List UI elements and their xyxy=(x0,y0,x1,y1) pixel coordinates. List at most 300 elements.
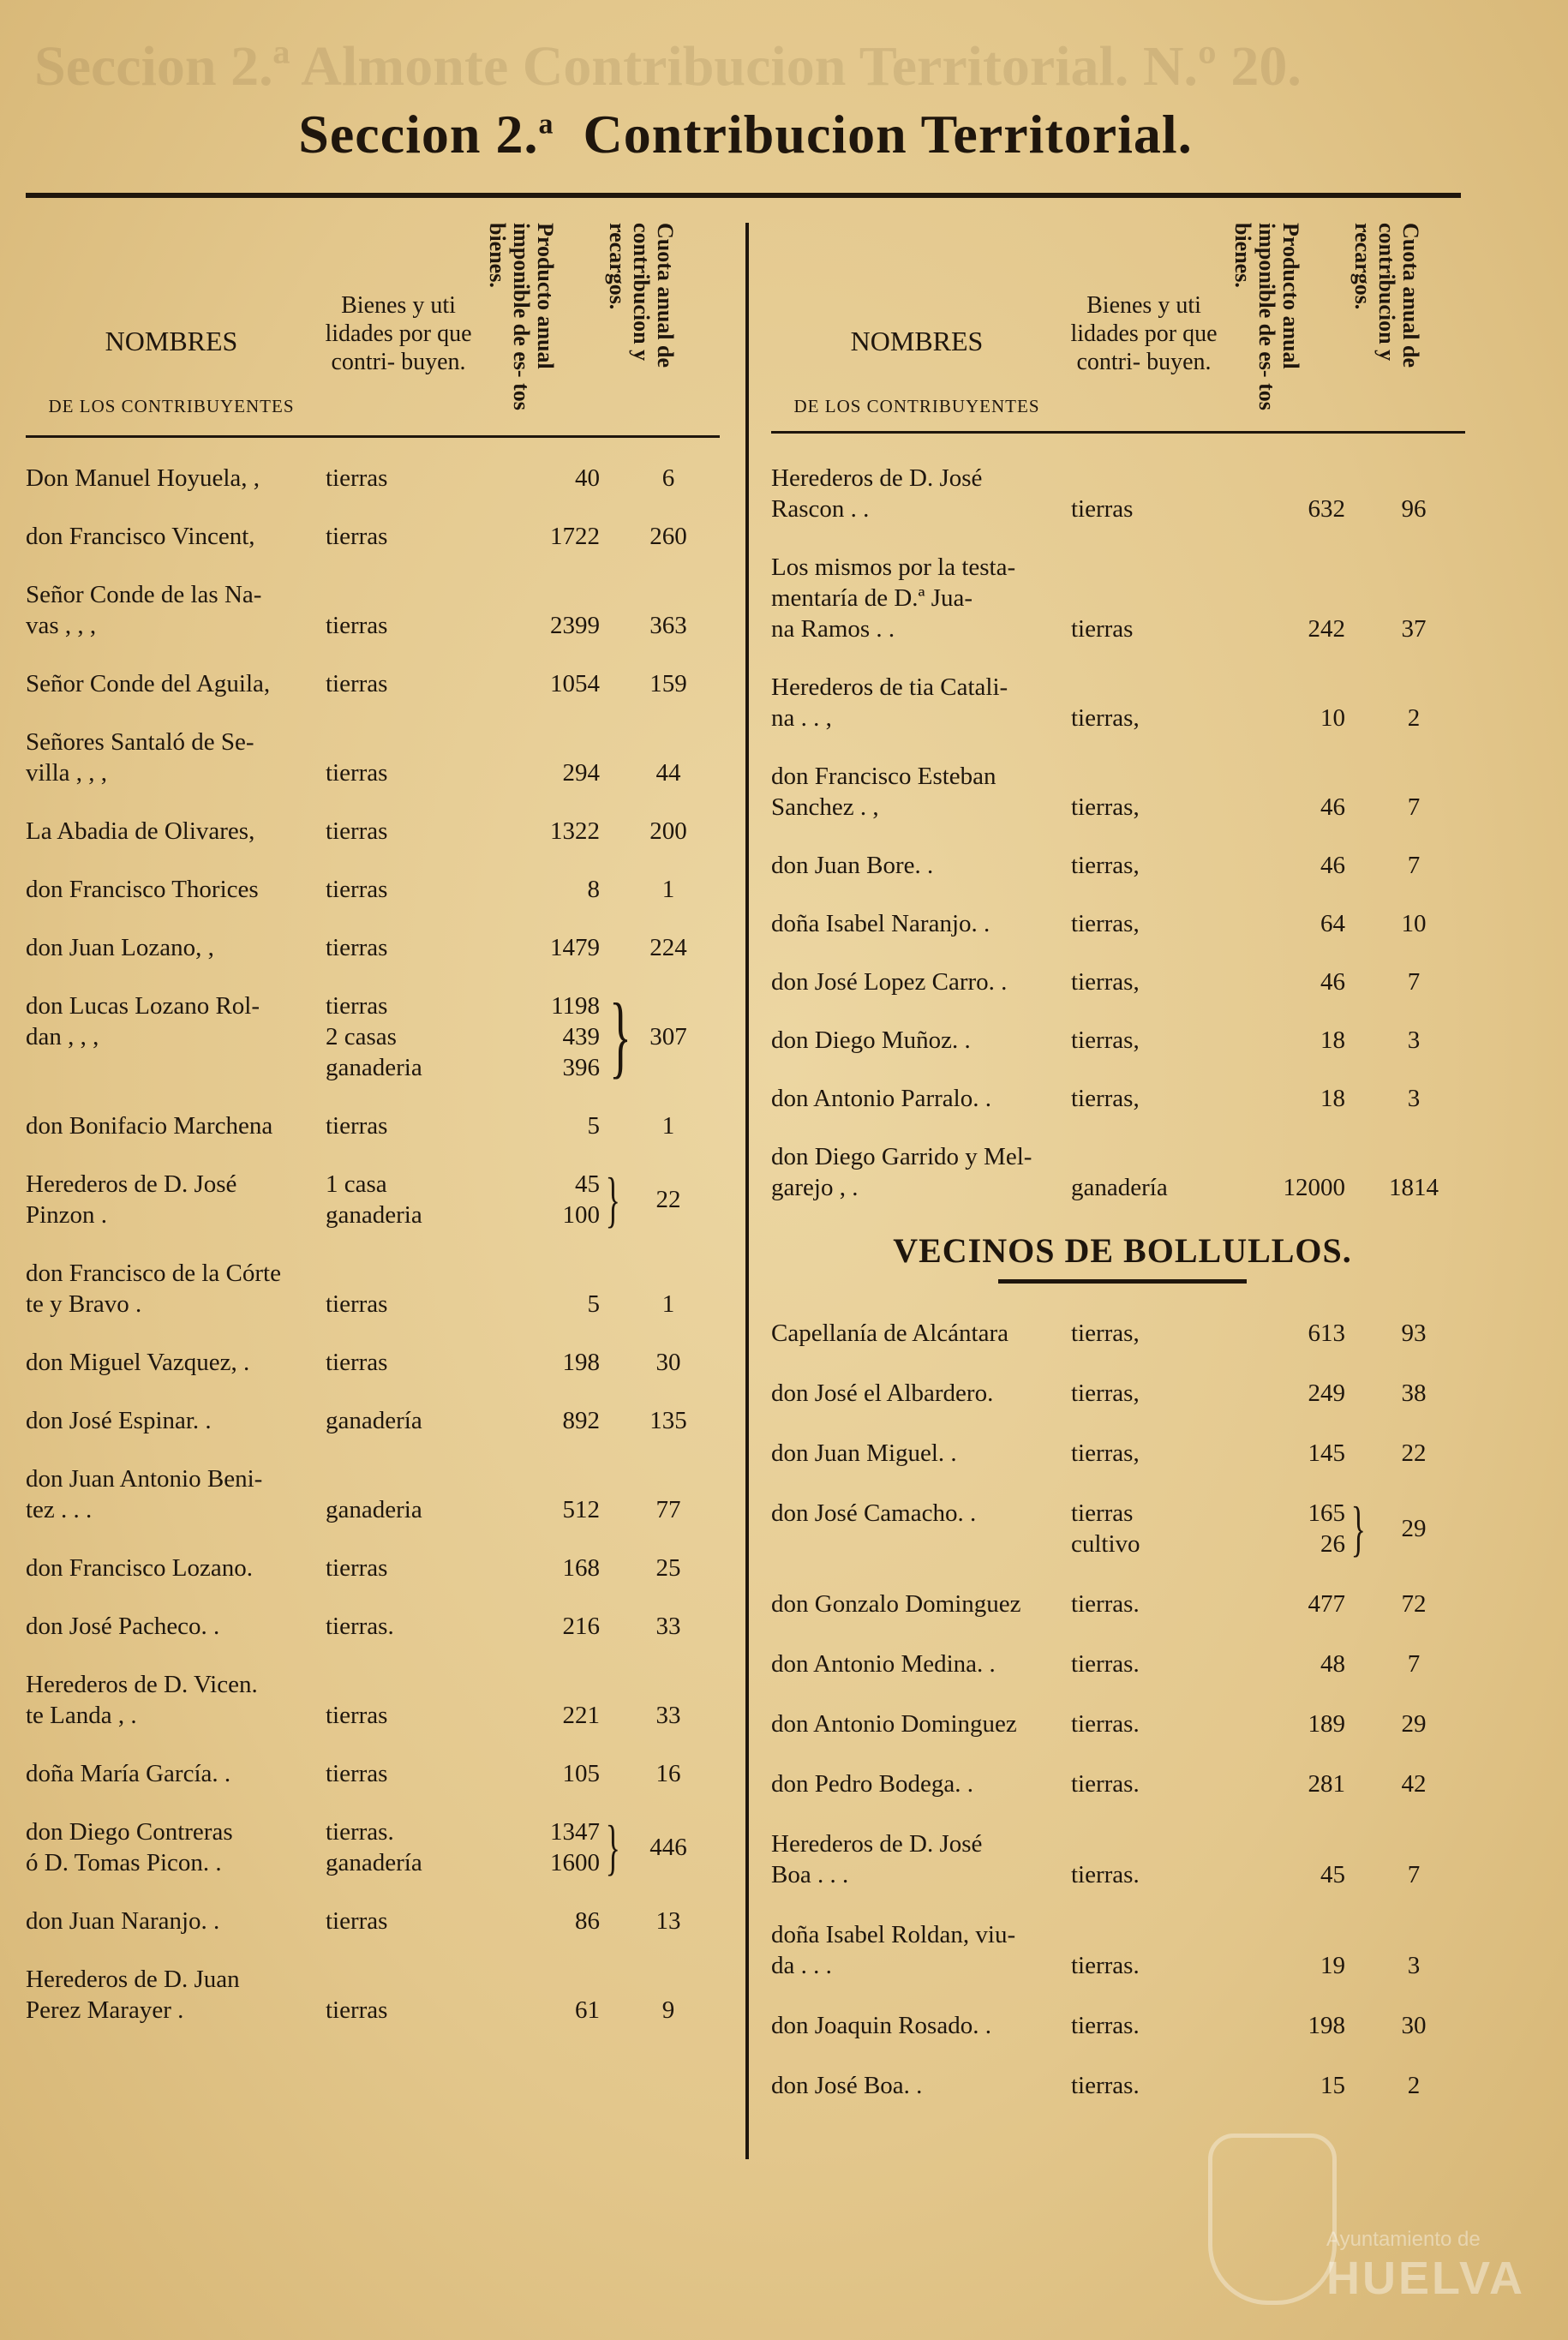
table-row xyxy=(26,985,728,1087)
cuota-value: 38 xyxy=(1401,1379,1427,1407)
bienes-line: tierras xyxy=(1071,495,1134,523)
name-line: na Ramos . . xyxy=(771,615,895,643)
bienes-line: tierras xyxy=(326,1554,388,1582)
name-line: don José Espinar. . xyxy=(26,1407,212,1434)
table-row xyxy=(771,1919,1474,1981)
producto-cell xyxy=(480,521,600,552)
name-line: doña María García. . xyxy=(26,1760,231,1787)
section-heading-rule xyxy=(998,1279,1247,1284)
bienes-line: tierras, xyxy=(1071,1026,1140,1054)
cuota-value: 37 xyxy=(1401,615,1427,643)
bienes-line: tierras xyxy=(326,934,388,961)
producto-cell xyxy=(480,1553,600,1583)
bienes-cell xyxy=(1071,1025,1225,1056)
bienes-line: tierras, xyxy=(1071,1379,1140,1407)
contribuyente-name xyxy=(26,1110,326,1141)
bienes-cell xyxy=(326,1758,480,1789)
bienes-line: 1 casa xyxy=(326,1170,387,1198)
table-row xyxy=(771,1083,1474,1114)
producto-cell xyxy=(1225,1950,1345,1981)
bienes-line: tierras. xyxy=(1071,1952,1140,1979)
right-rows-top xyxy=(771,463,1474,1203)
table-row xyxy=(771,1768,1474,1799)
producto-value: 1600 xyxy=(550,1849,600,1876)
bienes-line: tierras. xyxy=(1071,1710,1140,1738)
producto-value: 61 xyxy=(575,1996,600,2024)
brace-icon: } xyxy=(605,1813,620,1882)
name-line: don José Pacheco. . xyxy=(26,1613,220,1640)
table-row xyxy=(26,816,728,847)
table-row xyxy=(26,727,728,788)
header-bienes: Bienes y uti lidades por que contri- buyen. xyxy=(325,292,472,375)
name-line: don Miguel Vazquez, . xyxy=(26,1349,250,1376)
producto-value: 216 xyxy=(562,1613,600,1640)
bienes-line: tierras xyxy=(326,759,388,787)
contribuyente-name xyxy=(771,850,1071,881)
producto-value: 1322 xyxy=(550,817,600,845)
bienes-cell xyxy=(326,463,480,494)
producto-value: 439 xyxy=(562,1023,600,1050)
name-line: mentaría de D.ª Jua- xyxy=(771,584,973,612)
title-rest: Contribucion Territorial. xyxy=(583,104,1193,165)
bienes-line: tierras. xyxy=(1071,1861,1140,1888)
cuota-value: 224 xyxy=(649,934,687,961)
producto-value: 105 xyxy=(562,1760,600,1787)
cuota-value: 30 xyxy=(1401,2012,1427,2039)
contribuyente-name xyxy=(771,1828,1071,1890)
name-line: don Joaquin Rosado. . xyxy=(771,2012,991,2039)
producto-value: 198 xyxy=(562,1349,600,1376)
producto-cell xyxy=(480,1758,600,1789)
producto-value: 46 xyxy=(1320,852,1345,879)
contribuyente-name xyxy=(771,552,1071,644)
table-row xyxy=(26,874,728,905)
contribuyente-name xyxy=(26,1169,326,1230)
table-row xyxy=(771,850,1474,881)
cuota-value: 33 xyxy=(655,1613,681,1640)
producto-value: 892 xyxy=(562,1407,600,1434)
cuota-value: 30 xyxy=(655,1349,681,1376)
bienes-cell xyxy=(326,990,480,1083)
producto-value: 242 xyxy=(1308,615,1345,643)
bienes-cell xyxy=(326,757,480,788)
bienes-cell xyxy=(1071,1859,1225,1890)
header-producto: Producto anual imponible de es- tos bienes. xyxy=(485,223,558,410)
title-superscript: a xyxy=(538,108,554,141)
bienes-line: tierras, xyxy=(1071,1439,1140,1467)
name-line: Herederos de D. José xyxy=(771,464,983,492)
table-row xyxy=(26,521,728,552)
name-line: don José Lopez Carro. . xyxy=(771,968,1008,996)
contribuyente-name xyxy=(771,761,1071,823)
bienes-cell xyxy=(1071,1709,1225,1739)
table-row xyxy=(26,1758,728,1789)
contribuyente-name xyxy=(771,1438,1071,1469)
name-line: don Antonio Medina. . xyxy=(771,1650,996,1678)
name-line: don José Boa. . xyxy=(771,2072,923,2099)
brace-icon: } xyxy=(1350,1494,1366,1563)
producto-value: 12000 xyxy=(1283,1174,1345,1201)
cuota-value: 159 xyxy=(649,670,687,697)
name-line: don Diego Garrido y Mel- xyxy=(771,1143,1032,1170)
contribuyente-name xyxy=(26,1964,326,2026)
cuota-value: 6 xyxy=(661,464,675,492)
cuota-value: 29 xyxy=(1401,1710,1427,1738)
producto-value: 1479 xyxy=(550,934,600,961)
cuota-value: 7 xyxy=(1407,852,1421,879)
name-line: tez . . . xyxy=(26,1496,93,1523)
producto-cell xyxy=(1225,967,1345,997)
contribuyente-name xyxy=(26,816,326,847)
name-line: garejo , . xyxy=(771,1174,859,1201)
header-bienes-right: Bienes y uti lidades por que contri- buyen. xyxy=(1070,292,1218,375)
bienes-line: tierras, xyxy=(1071,704,1140,732)
header-cuota-right: Cuota anual de contribucion y recargos. xyxy=(1350,223,1423,368)
bienes-line: tierras. xyxy=(1071,2072,1140,2099)
contribuyente-name xyxy=(26,521,326,552)
table-row xyxy=(26,668,728,699)
cuota-value: 16 xyxy=(655,1760,681,1787)
name-line: dan , , , xyxy=(26,1023,99,1050)
bienes-line: tierras xyxy=(326,1290,388,1318)
bienes-cell xyxy=(1071,967,1225,997)
table-row xyxy=(26,1463,728,1525)
table-row xyxy=(26,1669,728,1731)
producto-value: 396 xyxy=(562,1054,600,1081)
seal-icon xyxy=(1208,2134,1337,2305)
cuota-value: 7 xyxy=(1407,1650,1421,1678)
cuota-value: 135 xyxy=(649,1407,687,1434)
bienes-cell xyxy=(1071,792,1225,823)
name-line: don Juan Lozano, , xyxy=(26,934,214,961)
bienes-cell xyxy=(326,874,480,905)
producto-value: 189 xyxy=(1308,1710,1345,1738)
cuota-value: 29 xyxy=(1401,1515,1427,1542)
bienes-cell xyxy=(326,1995,480,2026)
bienes-cell xyxy=(1071,613,1225,644)
producto-value: 45 xyxy=(575,1170,600,1198)
cuota-value: 3 xyxy=(1407,1026,1421,1054)
bienes-line: ganaderia xyxy=(326,1201,422,1229)
bienes-line: tierras xyxy=(326,1907,388,1935)
bienes-line: tierras, xyxy=(1071,1320,1140,1347)
name-line: don Juan Miguel. . xyxy=(771,1439,957,1467)
bienes-cell xyxy=(326,1289,480,1320)
name-line: don Gonzalo Dominguez xyxy=(771,1590,1021,1618)
producto-cell xyxy=(1225,1498,1345,1559)
name-line: Herederos de D. José xyxy=(771,1830,983,1858)
bienes-cell xyxy=(1071,1498,1225,1559)
bienes-line: ganaderia xyxy=(326,1496,422,1523)
bienes-cell xyxy=(1071,2070,1225,2101)
watermark-small: Ayuntamiento de xyxy=(1326,2228,1481,2251)
producto-cell xyxy=(1225,850,1345,881)
producto-cell xyxy=(480,1347,600,1378)
table-row xyxy=(771,2010,1474,2041)
watermark-large: HUELVA xyxy=(1326,2253,1525,2304)
name-line: Herederos de tia Catali- xyxy=(771,673,1008,701)
bienes-cell xyxy=(326,1611,480,1642)
bienes-line: tierras xyxy=(326,1996,388,2024)
table-row xyxy=(26,1405,728,1436)
table-row xyxy=(26,932,728,963)
name-line: vas , , , xyxy=(26,612,97,639)
producto-value: 168 xyxy=(562,1554,600,1582)
producto-cell xyxy=(1225,613,1345,644)
producto-cell xyxy=(480,1405,600,1436)
producto-cell xyxy=(480,1611,600,1642)
name-line: Boa . . . xyxy=(771,1861,849,1888)
table-row xyxy=(771,1141,1474,1203)
producto-cell xyxy=(480,1816,600,1878)
producto-value: 100 xyxy=(562,1201,600,1229)
producto-value: 281 xyxy=(1308,1770,1345,1798)
table-row xyxy=(26,579,728,641)
name-line: don Francisco Vincent, xyxy=(26,523,255,550)
producto-value: 64 xyxy=(1320,910,1345,937)
bienes-line: tierras xyxy=(326,1349,388,1376)
contribuyente-name xyxy=(26,1553,326,1583)
producto-cell xyxy=(480,874,600,905)
producto-cell xyxy=(1225,1768,1345,1799)
table-row xyxy=(26,1553,728,1583)
bienes-line: tierras xyxy=(326,1702,388,1729)
header-rule-right xyxy=(771,431,1465,434)
name-line: don Francisco Thorices xyxy=(26,876,259,903)
table-row xyxy=(771,552,1474,644)
header-producto-right: Producto anual imponible de es- tos bienes. xyxy=(1230,223,1303,410)
producto-value: 45 xyxy=(1320,1861,1345,1888)
producto-value: 10 xyxy=(1320,704,1345,732)
watermark xyxy=(1326,2228,1525,2305)
producto-value: 86 xyxy=(575,1907,600,1935)
bienes-cell xyxy=(326,1110,480,1141)
bienes-line: tierras, xyxy=(1071,1085,1140,1112)
left-rows xyxy=(26,463,728,2053)
contribuyente-name xyxy=(26,1463,326,1525)
contribuyente-name xyxy=(771,1649,1071,1679)
name-line: Los mismos por la testa- xyxy=(771,554,1016,581)
table-row xyxy=(771,1589,1474,1619)
header-nombres-right: NOMBRES xyxy=(850,326,984,356)
bienes-line: tierras xyxy=(326,1112,388,1140)
bienes-cell xyxy=(1071,703,1225,733)
producto-cell xyxy=(1225,1318,1345,1349)
bienes-line: tierras. xyxy=(326,1613,394,1640)
contribuyente-name xyxy=(26,579,326,641)
contribuyente-name xyxy=(26,1669,326,1731)
producto-value: 18 xyxy=(1320,1085,1345,1112)
contribuyente-name xyxy=(771,1709,1071,1739)
bienes-cell xyxy=(1071,1950,1225,1981)
bienes-line: tierras xyxy=(326,523,388,550)
producto-cell xyxy=(1225,494,1345,524)
producto-cell xyxy=(1225,1649,1345,1679)
name-line: Herederos de D. José xyxy=(26,1170,237,1198)
contribuyente-name xyxy=(26,1758,326,1789)
bienes-cell xyxy=(1071,1438,1225,1469)
name-line: Pinzon . xyxy=(26,1201,108,1229)
bienes-line: tierras. xyxy=(326,1818,394,1846)
table-row xyxy=(771,1494,1474,1563)
table-row xyxy=(26,463,728,494)
bienes-cell xyxy=(326,1494,480,1525)
producto-cell xyxy=(1225,1589,1345,1619)
producto-cell xyxy=(480,990,600,1083)
cuota-value: 446 xyxy=(649,1834,687,1861)
bienes-line: tierras, xyxy=(1071,793,1140,821)
name-line: don Juan Antonio Beni- xyxy=(26,1465,263,1493)
producto-cell xyxy=(1225,2070,1345,2101)
producto-cell xyxy=(480,1700,600,1731)
producto-value: 5 xyxy=(587,1112,600,1140)
name-line: don Juan Bore. . xyxy=(771,852,934,879)
bienes-cell xyxy=(326,1347,480,1378)
producto-cell xyxy=(1225,1083,1345,1114)
name-line: don Francisco Lozano. xyxy=(26,1554,253,1582)
producto-cell xyxy=(1225,1172,1345,1203)
producto-cell xyxy=(1225,1025,1345,1056)
name-line: don Antonio Parralo. . xyxy=(771,1085,991,1112)
producto-cell xyxy=(480,668,600,699)
table-row xyxy=(771,463,1474,524)
producto-value: 477 xyxy=(1308,1590,1345,1618)
contribuyente-name xyxy=(26,1347,326,1378)
name-line: te y Bravo . xyxy=(26,1290,142,1318)
contribuyente-name xyxy=(771,908,1071,939)
name-line: Sanchez . , xyxy=(771,793,879,821)
title-rule xyxy=(26,193,1461,198)
title-main: Seccion 2. xyxy=(298,104,539,165)
bienes-cell xyxy=(326,1553,480,1583)
bienes-cell xyxy=(1071,1172,1225,1203)
name-line: Don Manuel Hoyuela, , xyxy=(26,464,260,492)
bienes-cell xyxy=(326,1906,480,1936)
contribuyente-name xyxy=(771,1083,1071,1114)
name-line: Capellanía de Alcántara xyxy=(771,1320,1008,1347)
bienes-cell xyxy=(326,816,480,847)
cuota-value: 72 xyxy=(1401,1590,1427,1618)
contribuyente-name xyxy=(771,1378,1071,1409)
contribuyente-name xyxy=(26,1611,326,1642)
producto-value: 165 xyxy=(1308,1499,1345,1527)
producto-value: 249 xyxy=(1308,1379,1345,1407)
contribuyente-name xyxy=(26,463,326,494)
cuota-value: 96 xyxy=(1401,495,1427,523)
table-row xyxy=(771,1025,1474,1056)
bienes-line: tierras xyxy=(326,612,388,639)
cuota-value: 200 xyxy=(649,817,687,845)
producto-value: 18 xyxy=(1320,1026,1345,1054)
bienes-cell xyxy=(326,1816,480,1878)
producto-value: 8 xyxy=(587,876,600,903)
contribuyente-name xyxy=(26,932,326,963)
bienes-line: ganadería xyxy=(326,1407,422,1434)
producto-value: 15 xyxy=(1320,2072,1345,2099)
bienes-line: tierras xyxy=(326,670,388,697)
name-line: don Juan Naranjo. . xyxy=(26,1907,220,1935)
cuota-value: 1814 xyxy=(1389,1174,1439,1201)
contribuyente-name xyxy=(26,727,326,788)
header-contribuyentes-right: DE LOS CONTRIBUYENTES xyxy=(793,396,1040,416)
bienes-cell xyxy=(326,521,480,552)
bienes-line: tierras. xyxy=(1071,1590,1140,1618)
bienes-cell xyxy=(326,932,480,963)
producto-cell xyxy=(480,1169,600,1230)
header-contribuyentes: DE LOS CONTRIBUYENTES xyxy=(48,396,295,416)
producto-cell xyxy=(1225,2010,1345,2041)
name-line: don Lucas Lozano Rol- xyxy=(26,992,260,1020)
cuota-value: 1 xyxy=(661,876,675,903)
producto-cell xyxy=(480,1995,600,2026)
bienes-cell xyxy=(1071,1649,1225,1679)
name-line: don Antonio Dominguez xyxy=(771,1710,1017,1738)
cuota-value: 44 xyxy=(655,759,681,787)
producto-cell xyxy=(480,757,600,788)
bienes-line: tierras xyxy=(326,1760,388,1787)
producto-cell xyxy=(480,816,600,847)
producto-cell xyxy=(480,1906,600,1936)
right-rows-bottom xyxy=(771,1318,1474,2101)
producto-cell xyxy=(480,610,600,641)
cuota-value: 13 xyxy=(655,1907,681,1935)
right-rows xyxy=(771,463,1474,2130)
contribuyente-name xyxy=(771,1589,1071,1619)
bienes-line: ganadería xyxy=(326,1849,422,1876)
cuota-value: 363 xyxy=(649,612,687,639)
producto-cell xyxy=(480,463,600,494)
producto-value: 221 xyxy=(562,1702,600,1729)
name-line: Señor Conde del Aguila, xyxy=(26,670,271,697)
producto-cell xyxy=(1225,792,1345,823)
cuota-value: 3 xyxy=(1407,1085,1421,1112)
bienes-cell xyxy=(1071,1768,1225,1799)
contribuyente-name xyxy=(771,1025,1071,1056)
producto-value: 512 xyxy=(562,1496,600,1523)
bienes-cell xyxy=(326,668,480,699)
producto-value: 26 xyxy=(1320,1530,1345,1558)
page-title xyxy=(0,103,1491,166)
name-line: da . . . xyxy=(771,1952,832,1979)
bienes-line: tierras. xyxy=(1071,1770,1140,1798)
name-line: villa , , , xyxy=(26,759,108,787)
producto-cell xyxy=(1225,1709,1345,1739)
bienes-cell xyxy=(1071,1318,1225,1349)
bienes-cell xyxy=(1071,494,1225,524)
table-row xyxy=(771,1378,1474,1409)
name-line: Rascon . . xyxy=(771,495,870,523)
producto-cell xyxy=(480,1110,600,1141)
contribuyente-name xyxy=(771,1318,1071,1349)
cuota-value: 7 xyxy=(1407,793,1421,821)
name-line: te Landa , . xyxy=(26,1702,137,1729)
bienes-line: tierras xyxy=(326,817,388,845)
cuota-value: 7 xyxy=(1407,1861,1421,1888)
name-line: don Francisco de la Córte xyxy=(26,1260,281,1287)
table-row xyxy=(26,1110,728,1141)
bienes-cell xyxy=(326,1405,480,1436)
producto-value: 48 xyxy=(1320,1650,1345,1678)
contribuyente-name xyxy=(26,668,326,699)
table-row xyxy=(771,1709,1474,1739)
bienes-line: tierras xyxy=(326,464,388,492)
contribuyente-name xyxy=(26,874,326,905)
name-line: doña Isabel Roldan, viu- xyxy=(771,1921,1016,1948)
producto-value: 198 xyxy=(1308,2012,1345,2039)
bienes-cell xyxy=(1071,1378,1225,1409)
contribuyente-name xyxy=(771,2010,1071,2041)
bienes-line: cultivo xyxy=(1071,1530,1140,1558)
